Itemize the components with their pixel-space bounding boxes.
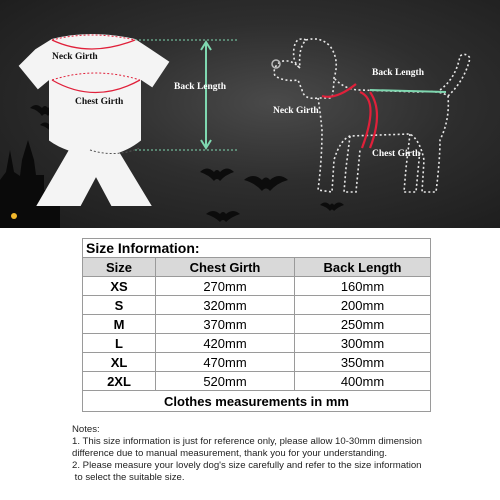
dog-back-line (370, 90, 446, 92)
back-length-cell: 160mm (295, 277, 431, 296)
chest-girth-cell: 270mm (156, 277, 295, 296)
back-length-cell: 200mm (295, 296, 431, 315)
table-row (83, 334, 431, 353)
notes-line-2: difference due to manual measurement, thank you for your understanding. (72, 448, 388, 459)
notes-line-4: to select the suitable size. (72, 472, 185, 483)
dog-chest-girth-label: Chest Girth (372, 149, 421, 159)
table-row (83, 353, 431, 372)
chest-girth-cell: 520mm (156, 372, 295, 391)
shirt-back-length-label: Back Length (174, 82, 226, 92)
size-table (82, 238, 431, 412)
header-size: Size (83, 258, 156, 277)
size-table-title-row (83, 239, 431, 258)
dog-back-length-label: Back Length (372, 68, 424, 78)
dog-chest-line (360, 92, 371, 148)
table-row (83, 277, 431, 296)
chest-girth-cell: 470mm (156, 353, 295, 372)
back-length-cell: 250mm (295, 315, 431, 334)
back-length-cell: 300mm (295, 334, 431, 353)
table-row (83, 296, 431, 315)
size-cell: L (83, 334, 156, 353)
size-cell: XS (83, 277, 156, 296)
header-chest-girth: Chest Girth (156, 258, 295, 277)
size-table-footer: Clothes measurements in mm (83, 391, 431, 412)
back-length-cell: 350mm (295, 353, 431, 372)
chest-girth-cell: 320mm (156, 296, 295, 315)
size-cell: 2XL (83, 372, 156, 391)
size-diagram-banner (0, 0, 500, 228)
size-cell: XL (83, 353, 156, 372)
chest-girth-cell: 370mm (156, 315, 295, 334)
notes-section (72, 424, 492, 484)
back-length-cell: 400mm (295, 372, 431, 391)
chest-girth-cell: 420mm (156, 334, 295, 353)
size-cell: M (83, 315, 156, 334)
size-table-title: Size Information: (83, 239, 295, 258)
notes-heading: Notes: (72, 424, 100, 435)
window-light (11, 213, 17, 219)
dog-neck-line (322, 84, 356, 97)
shirt-neck-girth-label: Neck Girth (52, 52, 98, 62)
table-row (83, 315, 431, 334)
notes-line-3: 2. Please measure your lovely dog's size carefully and refer to the size information (72, 460, 422, 471)
notes-line-1: 1. This size information is just for reference only, please allow 10-30mm dimension (72, 436, 422, 447)
dog-neck-girth-label: Neck Girth (273, 106, 319, 116)
banner-illustration (0, 0, 500, 228)
header-back-length: Back Length (295, 258, 431, 277)
size-cell: S (83, 296, 156, 315)
size-table-header-row (83, 258, 431, 277)
table-row (83, 372, 431, 391)
size-table-footer-row (83, 391, 431, 412)
shirt-chest-girth-label: Chest Girth (75, 97, 124, 107)
